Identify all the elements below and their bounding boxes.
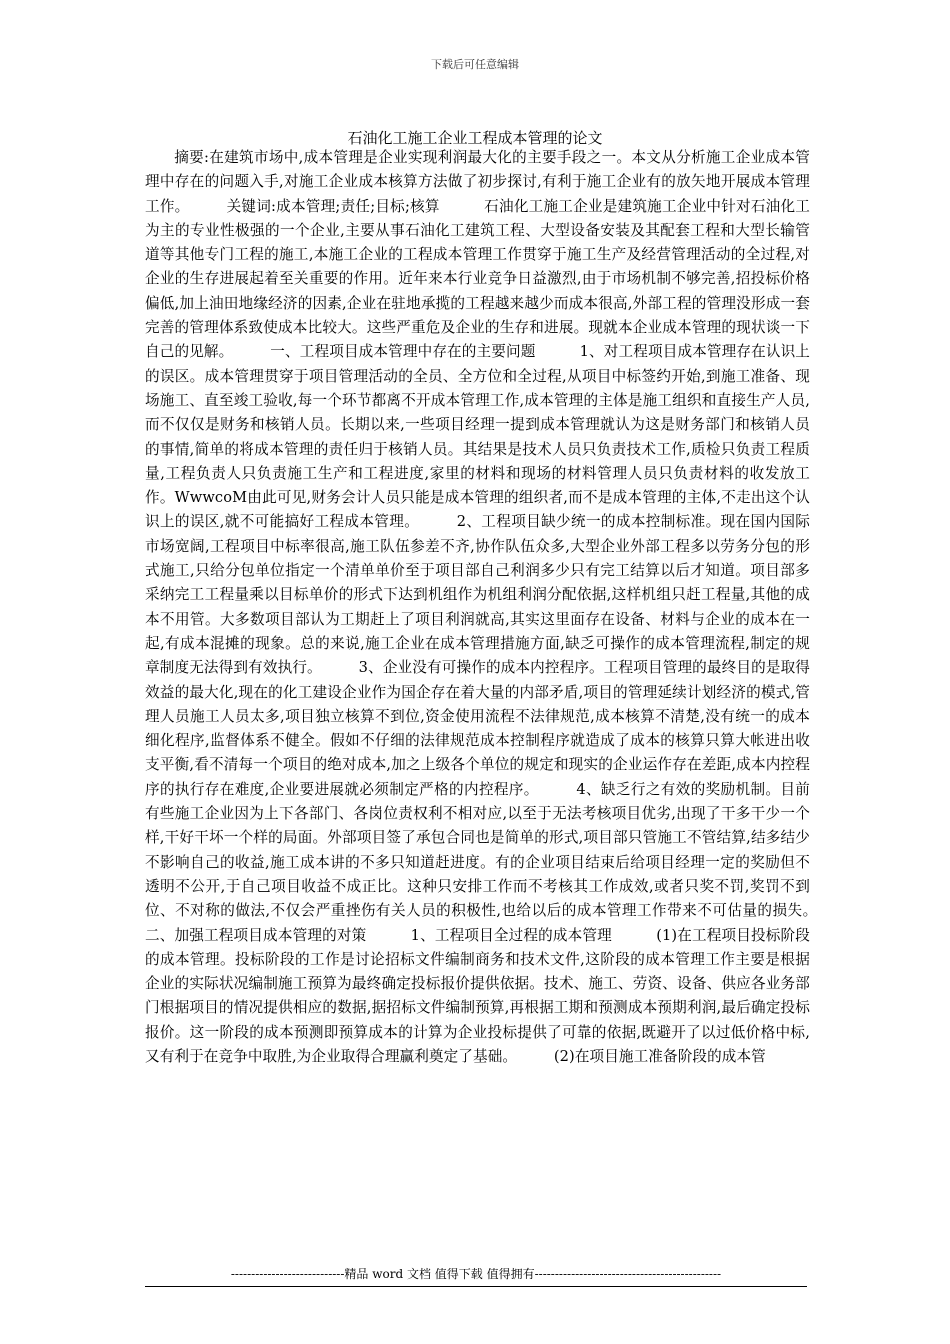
document-body-paragraph: 摘要:在建筑市场中,成本管理是企业实现利润最大化的主要手段之一。本文从分析施工企业成本管理中存在的问题入手,对施工企业成本核算方法做了初步探讨,有利于施工企业有的放矢地开展成本管理工作。 关键词:成本管理;责任;目标;核算 石油化工施工企业是建筑施工企业中针对石油化工为主的专业性极强的一个企业,主要从事石油化工建筑工程、大型设备安装及其配套工程和大型长输管道等其他专门工程的施工,本施工企业的工程成本管理工作贯穿于施工生产及经营管理活动的全过程,对企业的生存进展起着至关重要的作用。近年来本行业竞争日益激烈,由于市场机制不够完善,招投标价格偏低,加上油田地缘经济的因素,企业在驻地承揽的工程越来越少而成本很高,外部工程的管理没形成一套完善的管理体系致使成本比较大。这些严重危及企业的生存和进展。现就本企业成本管理的现状谈一下自己的见解。 一、工程项目成本管理中存在的主要问题 1、对工程项目成本管理存在认识上的误区。成本管理贯穿于项目管理活动的全员、全方位和全过程,从项目中标签约开始,到施工准备、现场施工、直至竣工验收,每一个环节都离不开成本管理工作,成本管理的主体是施工组织和直接生产人员,而不仅仅是财务和核销人员。长期以来,一些项目经理一提到成本管理就认为这是财务部门和核销人员的事情,简单的将成本管理的责任归于核销人员。其结果是技术人员只负责技术工作,质检只负责工程质量,工程负责人只负责施工生产和工程进度,家里的材料和现场的材料管理人员只负责材料的收发放工作。WwwcoM由此可见,财务会计人员只能是成本管理的组织者,而不是成本管理的主体,不走出这个认识上的误区,就不可能搞好工程成本管理。 2、工程项目缺少统一的成本控制标准。现在国内国际市场宽阔,工程项目中标率很高,施工队伍参差不齐,协作队伍众多,大型企业外部工程多以劳务分包的形式施工,只给分包单位指定一个清单单价至于项目部自己利润多少只有完工结算以后才知道。项目部多采纳完工工程量乘以目标单价的形式下达到机组作为机组利润分配依据,这样机组只赶工程量,其他的成本不用管。大多数项目部认为工期赶上了项目利润就高,其实这里面存在设备、材料与企业的成本在一起,有成本混摊的现象。总的来说,施工企业在成本管理措施方面,缺乏可操作的成本管理流程,制定的规章制度无法得到有效执行。 3、企业没有可操作的成本内控程序。工程项目管理的最终目的是取得效益的最大化,现在的化工建设企业作为国企存在着大量的内部矛盾,项目的管理延续计划经济的模式,管理人员施工人员太多,项目独立核算不到位,资金使用流程不法律规范,成本核算不清楚,没有统一的成本细化程序,监督体系不健全。假如不仔细的法律规范成本控制程序就造成了成本的核算只算大帐进出收支平衡,看不清每一个项目的绝对成本,加之上级各个单位的规定和现实的企业运作存在差距,成本内控程序的执行存在难度,企业要进展就必须制定严格的内控程序。 4、缺乏行之有效的奖励机制。目前有些施工企业因为上下各部门、各岗位责权利不相对应,以至于无法考核项目优劣,出现了干多干少一个样,干好干坏一个样的局面。外部项目签了承包合同也是简单的形式,项目部只管施工不管结算,结多结少不影响自己的收益,施工成本讲的不多只知道赶进度。有的企业项目结束后给项目经理一定的奖励但不透明不公开,于自己项目收益不成正比。这种只安排工作而不考核其工作成效,或者只奖不罚,奖罚不到位、不对称的做法,不仅会严重挫伤有关人员的积极性,也给以后的成本管理工作带来不可估量的损失。 二、加强工程项目成本管理的对策 1、工程项目全过程的成本管理 (1)在工程项目投标阶段的成本管理。投标阶段的工作是讨论招标文件编制商务和技术文件,这阶段的成本管理工作主要是根据企业的实际状况编制施工预算为最终确定投标报价提供依据。技术、施工、劳资、设备、供应各业务部门根据项目的情况提供相应的数据,据招标文件编制预算,再根据工期和预测成本预期利润,最后确定投标报价。这一阶段的成本预测即预算成本的计算为企业投标提供了可靠的依据,既避开了以过低价格中标,又有利于在竞争中取胜,为企业取得合理赢利奠定了基础。 (2)在项目施工准备阶段的成本管 <box>145 149 855 1065</box>
footer-rule <box>145 1286 807 1287</box>
page-footer: ----------------------------精品 word 文档 值得下载 值得拥有---------------------------------------------- <box>230 1267 722 1281</box>
page-header: 下载后可任意编辑 <box>431 58 519 71</box>
document-title: 石油化工施工企业工程成本管理的论文 <box>347 129 603 147</box>
